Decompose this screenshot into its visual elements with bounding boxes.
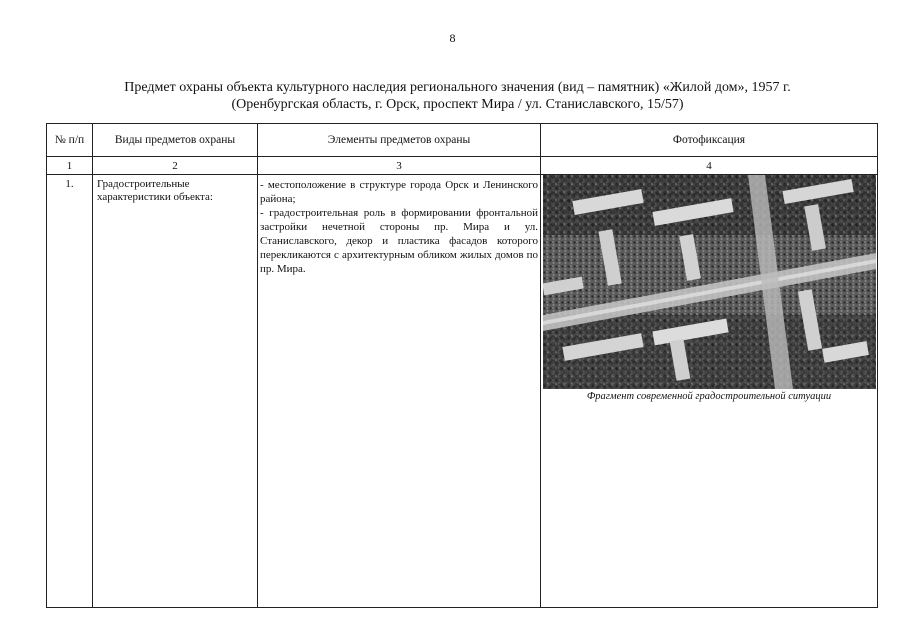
title-line-1: Предмет охраны объекта культурного наследия регионального значения (вид – памятник) «Жилой дом», 1957 г. (124, 80, 791, 95)
column-number: 4 (541, 157, 878, 175)
aerial-photo (543, 175, 876, 389)
photo-caption: Фрагмент современной градостроительной ситуации (586, 391, 832, 402)
row-photo-cell (541, 175, 878, 608)
table-row (47, 175, 878, 608)
page-number: 8 (449, 31, 456, 45)
elements-text (258, 175, 540, 276)
element-item: - градостроительная роль в формировании фронтальной застройки нечетной стороны пр. Мира и ул. Станиславского, декор и пластика фасадов которого перекликаются с архитектурным обликом жилых домов по пр. Мира. (260, 207, 538, 275)
title-line-2: (Оренбургская область, г. Орск, проспект Мира / ул. Станиславского, 15/57) (231, 97, 684, 112)
column-number-row (47, 157, 878, 175)
element-item: - местоположение в структуре города Орск и Ленинского района; (260, 179, 538, 205)
row-number-cell (47, 175, 93, 608)
header-number: № п/п (47, 124, 93, 157)
protection-subject-table (46, 123, 878, 608)
header-elements: Элементы предметов охраны (258, 124, 541, 157)
header-type: Виды предметов охраны (93, 124, 258, 157)
row-elements-cell (258, 175, 541, 608)
table-header-row (47, 124, 878, 157)
column-number: 1 (47, 157, 93, 175)
row-type-cell (93, 175, 258, 608)
header-photo: Фотофиксация (541, 124, 878, 157)
row-type: Градостроительные характеристики объекта: (97, 178, 213, 203)
column-number: 2 (93, 157, 258, 175)
document-title (60, 79, 855, 113)
column-number: 3 (258, 157, 541, 175)
row-number: 1. (65, 178, 74, 190)
